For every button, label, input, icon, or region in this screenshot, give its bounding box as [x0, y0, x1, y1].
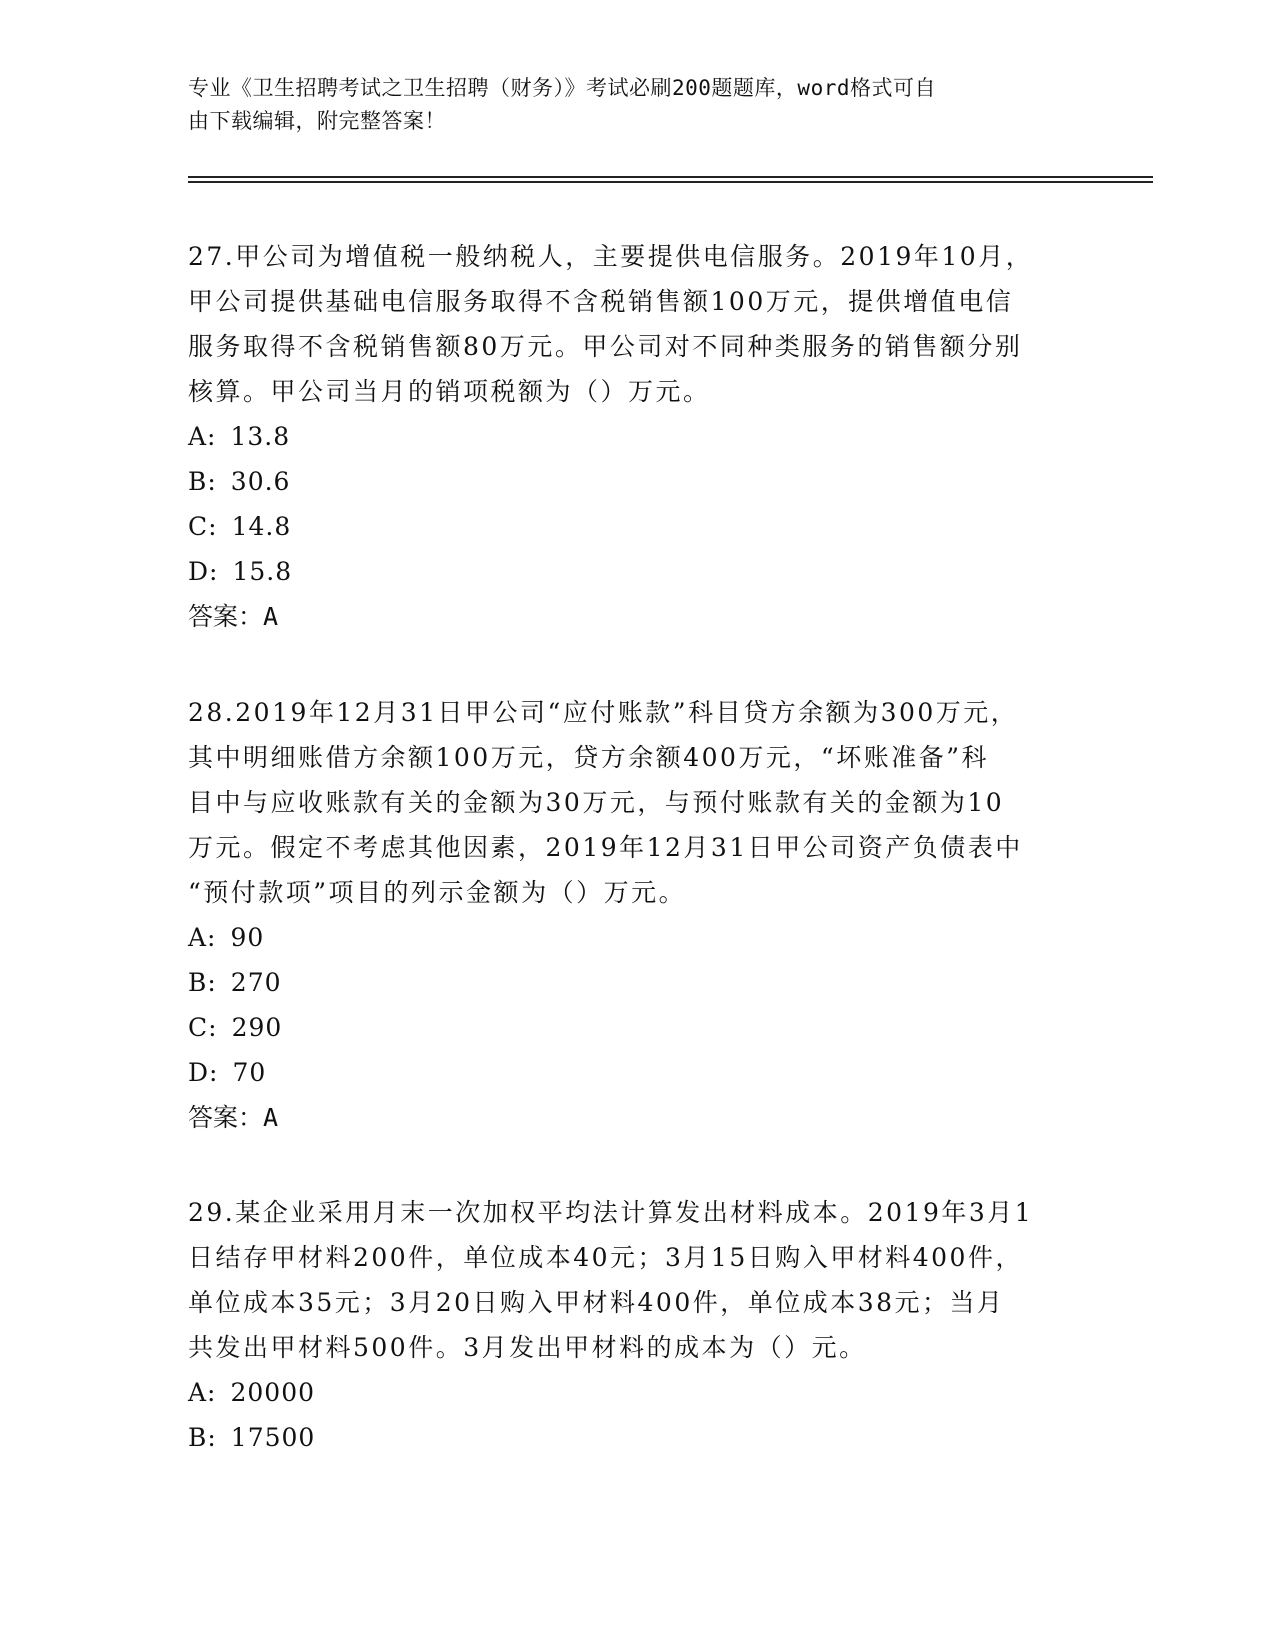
option-letter: A:: [188, 1378, 217, 1407]
header-divider-bottom: [188, 181, 1153, 183]
answer-value: A: [263, 602, 279, 631]
option-value: 30.6: [230, 467, 291, 496]
question-stem-line: 共发出甲材料500件。3月发出甲材料的成本为（）元。: [188, 1333, 867, 1362]
answer-label: 答案：: [188, 1103, 264, 1132]
option-a: [188, 915, 1068, 960]
question-stem-line: 27.甲公司为增值税一般纳税人，主要提供电信服务。2019年10月，: [188, 242, 1034, 271]
option-b: [188, 459, 1068, 504]
option-letter: B:: [188, 467, 217, 496]
question-stem-line: 单位成本35元；3月20日购入甲材料400件，单位成本38元；当月: [188, 1288, 1005, 1317]
option-c: [188, 504, 1068, 549]
option-value: 14.8: [231, 512, 292, 541]
option-value: 90: [230, 923, 265, 952]
question-28: [188, 690, 1068, 1140]
option-value: 270: [230, 968, 282, 997]
option-letter: D:: [188, 1058, 219, 1087]
option-value: 20000: [230, 1378, 316, 1407]
option-d: [188, 1050, 1068, 1095]
document-header: [188, 72, 1068, 138]
question-stem-line: 服务取得不含税销售额80万元。甲公司对不同种类服务的销售额分别: [188, 332, 1023, 361]
answer-label: 答案：: [188, 602, 264, 631]
question-stem-line: 29.某企业采用月末一次加权平均法计算发出材料成本。2019年3月1: [188, 1198, 1034, 1227]
option-letter: B:: [188, 1423, 217, 1452]
option-letter: A:: [188, 422, 217, 451]
question-stem-line: 万元。假定不考虑其他因素，2019年12月31日甲公司资产负债表中: [188, 833, 1023, 862]
header-line-1: 专业《卫生招聘考试之卫生招聘（财务）》考试必刷200题题库，word格式可自: [188, 76, 936, 100]
option-letter: D:: [188, 557, 219, 586]
option-d: [188, 549, 1068, 594]
question-stem-line: 目中与应收账款有关的金额为30万元，与预付账款有关的金额为10: [188, 788, 1005, 817]
option-value: 13.8: [230, 422, 291, 451]
answer-line: [188, 594, 1068, 639]
option-c: [188, 1005, 1068, 1050]
option-value: 15.8: [232, 557, 293, 586]
option-value: 290: [231, 1013, 283, 1042]
option-letter: C:: [188, 1013, 218, 1042]
question-stem-line: 核算。甲公司当月的销项税额为（）万元。: [188, 377, 711, 406]
option-letter: C:: [188, 512, 218, 541]
option-letter: A:: [188, 923, 217, 952]
option-a: [188, 414, 1068, 459]
question-27: [188, 234, 1068, 639]
question-stem-line: 甲公司提供基础电信服务取得不含税销售额100万元，提供增值电信: [188, 287, 1014, 316]
question-stem-line: 日结存甲材料200件，单位成本40元；3月15日购入甲材料400件，: [188, 1243, 1023, 1272]
option-b: [188, 1415, 1068, 1460]
question-29: [188, 1190, 1068, 1460]
option-value: 70: [232, 1058, 267, 1087]
header-line-2: 由下载编辑，附完整答案！: [188, 109, 446, 133]
option-a: [188, 1370, 1068, 1415]
option-letter: B:: [188, 968, 217, 997]
question-stem-line: 其中明细账借方余额100万元，贷方余额400万元，“坏账准备”科: [188, 743, 989, 772]
option-value: 17500: [230, 1423, 316, 1452]
question-stem-line: “预付款项”项目的列示金额为（）万元。: [188, 878, 687, 907]
option-b: [188, 960, 1068, 1005]
question-stem-line: 28.2019年12月31日甲公司“应付账款”科目贷方余额为300万元，: [188, 698, 1019, 727]
answer-value: A: [263, 1103, 279, 1132]
header-divider-top: [188, 176, 1153, 178]
answer-line: [188, 1095, 1068, 1140]
